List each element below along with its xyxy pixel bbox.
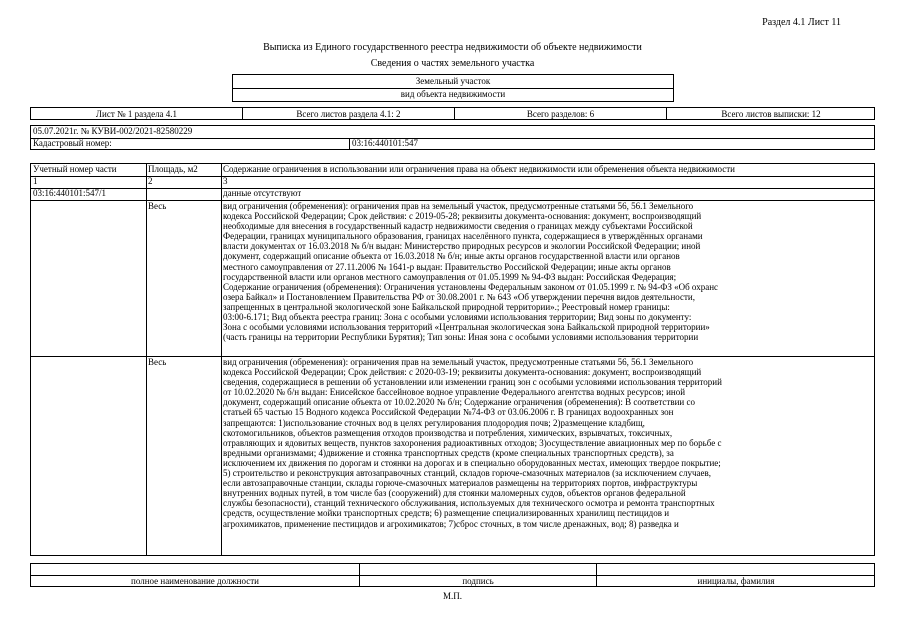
document-title: Выписка из Единого государственного реестра недвижимости об объекте недвижимости [263, 42, 642, 53]
date-number: 05.07.2021г. № КУВИ-002/2021-82580229 [33, 126, 193, 136]
name-label: инициалы, фамилия [697, 576, 775, 586]
row2-content: вид ограничения (обременения): ограничения прав на земельный участок, предусмотренные статьями 56, 56.1 Земельного кодекса Российской Федерации; Срок действия: с 2020-03-19; реквизиты документа-основания: документ, воспроизводящий сведения, содержащиеся в решении об установлении или изменении границ зон с особыми условиями использования территорий от 10.02.2020 № б/н выдан: Енисейское бассейновое водное управление Федерального агентства водных ресурсов; иной документ, содержащий описание объекта от 10.02.2020 № б/н; Содержание ограничения (обременения): В соответствии со статьей 65 частью 15 Водного кодекса Российской Федерации №74-ФЗ от 03.06.2006 г. В границах водоохранных зон запрещаются: 1)использование сточных вод в целях регулирования плодородия почв; 2)размещение кладбищ, скотомогильников, объектов размещения отходов производства и потребления, химических, взрывчатых, токсичных, отравляющих и ядовитых веществ, пунктов захоронения радиоактивных отходов; 3)осуществление авиационных мер по борьбе с вредными организмами; 4)движение и стоянка транспортных средств (кроме специальных транспортных средств), за исключением их движения по дорогам и стоянки на дорогах и в специально оборудованных местах, имеющих твердое покрытие; 5) строительство и реконструкция автозаправочных станций, складов горюче-смазочных материалов (за исключением случаев, если автозаправочные станции, склады горюче-смазочных материалов размещены на территориях портов, инфраструктуры внутренних водных путей, в том числе баз (сооружений) для стоянки маломерных судов, объектов органов федеральной службы безопасности), станций технического обслуживания, используемых для технического осмотра и ремонта транспортных средств, осуществление мойки транспортных средств; 6) размещение специализированных хранилищ пестицидов и агрохимикатов, применение пестицидов и агрохимикатов; 7)сброс сточных, в том числе дренажных, вод; 8) разведка и [223, 357, 722, 529]
position-label: полное наименование должности [131, 576, 259, 586]
record-info [30, 125, 875, 150]
total-sections: Всего разделов: 6 [526, 109, 595, 119]
col-number-2: 2 [148, 176, 153, 186]
section-sheet-ref: Раздел 4.1 Лист 11 [762, 17, 841, 28]
header-part-number: Учетный номер части [33, 164, 117, 174]
header-area: Площадь, м2 [148, 164, 198, 174]
row2-area: Весь [148, 357, 167, 367]
row-no-data: данные отсутствуют [223, 188, 302, 198]
signature-label: подпись [462, 576, 494, 586]
row-part-number: 03:16:440101:547/1 [33, 188, 107, 198]
sheet-number: Лист № 1 раздела 4.1 [95, 109, 178, 119]
total-sheets: Всего листов выписки: 12 [721, 109, 821, 119]
restrictions-table [30, 163, 875, 556]
signature-table [30, 563, 875, 587]
object-type: Земельный участок [415, 76, 491, 86]
total-section-sheets: Всего листов раздела 4.1: 2 [296, 109, 401, 119]
cadastral-label: Кадастровый номер: [33, 138, 112, 148]
header-content: Содержание ограничения в использовании или ограничения права на объект недвижимости или обременения объекта недвижимости [223, 164, 735, 174]
object-type-caption: вид объекта недвижимости [400, 89, 506, 99]
sheet-info-row [30, 107, 875, 120]
col-number-3: 3 [223, 176, 228, 186]
document-subtitle: Сведения о частях земельного участка [370, 58, 535, 69]
cadastral-value: 03:16:440101:547 [352, 138, 419, 148]
col-number-1: 1 [33, 176, 38, 186]
object-type-box [232, 74, 674, 102]
stamp-label: М.П. [442, 591, 462, 601]
row1-area: Весь [148, 201, 167, 211]
row1-content: вид ограничения (обременения): ограничения прав на земельный участок, предусмотренные статьями 56, 56.1 Земельного кодекса Российской Федерации; Срок действия: с 2019-05-28; реквизиты документа-основания: документ, воспроизводящий необходимые для внесения в государственный кадастр недвижимости сведения о границах между субъектами Российской Федерации, границах муниципального образования, границах населённого пункта, содержащиеся в утверждённых органами власти документах от 16.03.2018 № б/н выдан: Министерство природных ресурсов и экологии Российской Федерации; иной документ, содержащий описание объекта от 16.03.2018 № б/н; иные акты органов государственной власти или органов местного самоуправления от 27.11.2006 № 1641-р выдан: Правительство Российской Федерации; иные акты органов государственной власти или органов местного самоуправления от 01.05.1999 № 94-ФЗ выдан: Российская Федерация; Содержание ограничения (обременения): Ограничения установлены Федеральным законом от 01.05.1999 г. № 94-ФЗ «Об охранс озера Байкал» и Постановлением Правительства РФ от 30.08.2001 г. № 643 «Об утверждении перечня видов деятельности, запрещенных в центральной экологической зоне Байкальской природной территории».; Реестровый номер границы: 03:00-6.171; Вид объекта реестра границ: Зона с особыми условиями использования территории; Вид зоны по документу: Зона с особыми условиями использования территорий «Центральная экологическая зона Байкальской природной территории» (часть границы на территории Республики Бурятия); Тип зоны: Иная зона с особыми условиями использования территории [223, 201, 718, 343]
